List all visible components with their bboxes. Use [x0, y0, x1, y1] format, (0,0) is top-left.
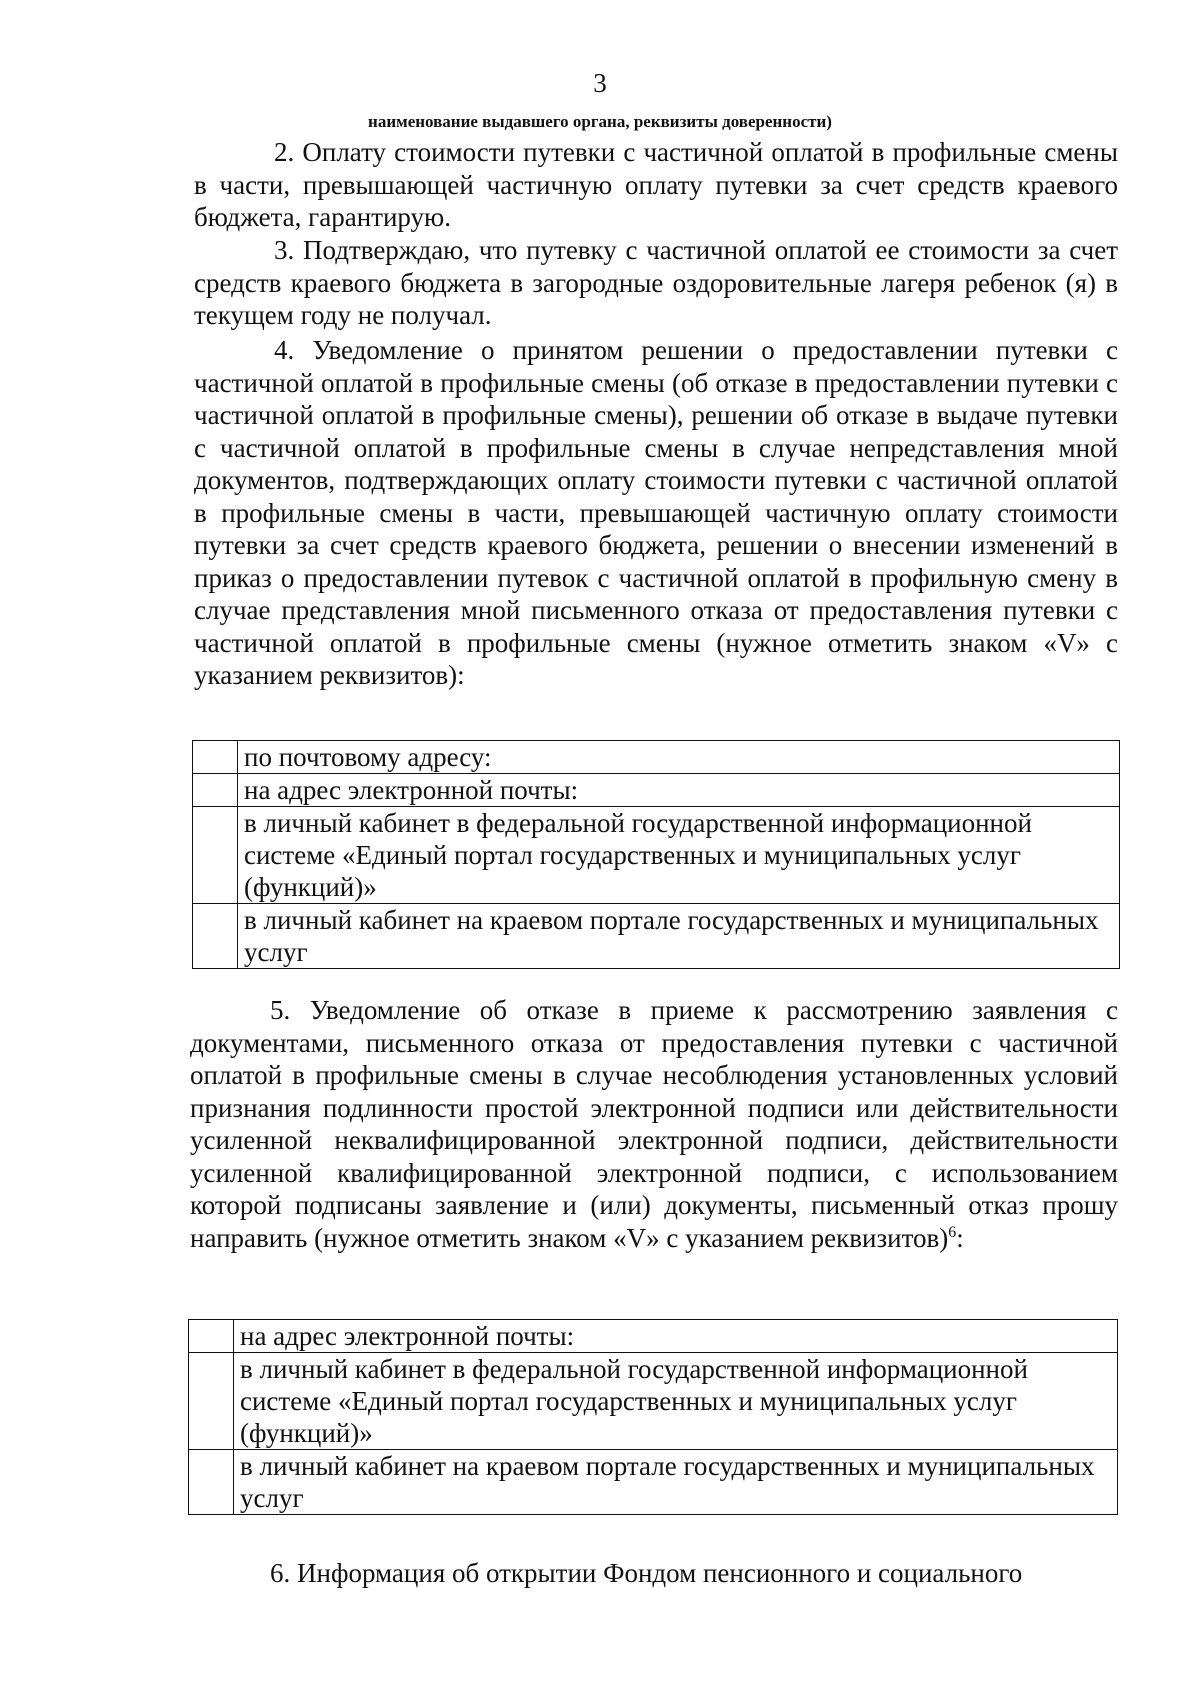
checkbox-cell[interactable]: [189, 1450, 234, 1515]
table-row: [193, 741, 1120, 774]
notification-options-table-2: [188, 1319, 1118, 1515]
checkbox-cell[interactable]: [193, 904, 238, 969]
checkbox-cell[interactable]: [193, 774, 238, 807]
page-number: 3: [593, 68, 607, 98]
table-row: [189, 1450, 1118, 1515]
paragraph-5: [190, 994, 1118, 1254]
option-label: на адрес электронной почты:: [238, 774, 1120, 807]
option-label: на адрес электронной почты:: [234, 1320, 1118, 1353]
checkbox-cell[interactable]: [193, 741, 238, 774]
paragraph-5-end: :: [956, 1222, 964, 1253]
paragraph-2: 2. Оплату стоимости путевки с частичной оплатой в профильные смены в части, превышающей частичную оплату путевки за счет средств краевого бюджета, гарантирую.: [194, 137, 1118, 232]
paragraph-4: 4. Уведомление о принятом решении о предоставлении путевки с частичной оплатой в профильные смены (об отказе в предоставлении путевки с частичной оплатой в профильные смены), решении об отказе в выдаче путевки с частичной оплатой в профильные смены в случае непредставления мной документов, подтверждающих оплату стоимости путевки с частичной оплатой в профильные смены в части, превышающей частичную оплату стоимости путевки за счет средств краевого бюджета, решении о внесении изменений в приказ о предоставлении путевок с частичной оплатой в профильную смену в случае представления мной письменного отказа от предоставления путевки с частичной оплатой в профильные смены (нужное отметить знаком «V» с указанием реквизитов):: [194, 335, 1118, 690]
table-row: [189, 1320, 1118, 1353]
option-label: в личный кабинет в федеральной государственной информационной системе «Единый портал государственных и муниципальных услуг (функций)»: [238, 807, 1120, 904]
paragraph-5-text: 5. Уведомление об отказе в приеме к рассмотрению заявления с документами, письменного отказа от предоставления путевки с частичной оплатой в профильные смены в случае несоблюдения установленных условий признания подлинности простой электронной подписи или действительности усиленной неквалифицированной электронной подписи, действительности усиленной квалифицированной электронной подписи, с использованием которой подписаны заявление и (или) документы, письменный отказ прошу направить (нужное отметить знаком «V» с указанием реквизитов): [190, 995, 1118, 1253]
footnote-marker: 6: [948, 1223, 957, 1241]
option-label: в личный кабинет на краевом портале государственных и муниципальных услуг: [238, 904, 1120, 969]
table-row: [193, 904, 1120, 969]
checkbox-cell[interactable]: [189, 1320, 234, 1353]
table-row: [193, 807, 1120, 904]
field-caption: наименование выдавшего органа, реквизиты доверенности): [368, 112, 832, 131]
option-label: в личный кабинет на краевом портале государственных и муниципальных услуг: [234, 1450, 1118, 1515]
table-row: [189, 1353, 1118, 1450]
checkbox-cell[interactable]: [189, 1353, 234, 1450]
paragraph-3: 3. Подтверждаю, что путевку с частичной оплатой ее стоимости за счет средств краевого бюджета в загородные оздоровительные лагеря ребенок (я) в текущем году не получал.: [194, 235, 1118, 330]
option-label: в личный кабинет в федеральной государственной информационной системе «Единый портал государственных и муниципальных услуг (функций)»: [234, 1353, 1118, 1450]
table-row: [193, 774, 1120, 807]
paragraph-6: 6. Информация об открытии Фондом пенсионного и социального: [270, 1558, 1023, 1588]
notification-options-table-1: [192, 740, 1120, 969]
option-label: по почтовому адресу:: [238, 741, 1120, 774]
checkbox-cell[interactable]: [193, 807, 238, 904]
